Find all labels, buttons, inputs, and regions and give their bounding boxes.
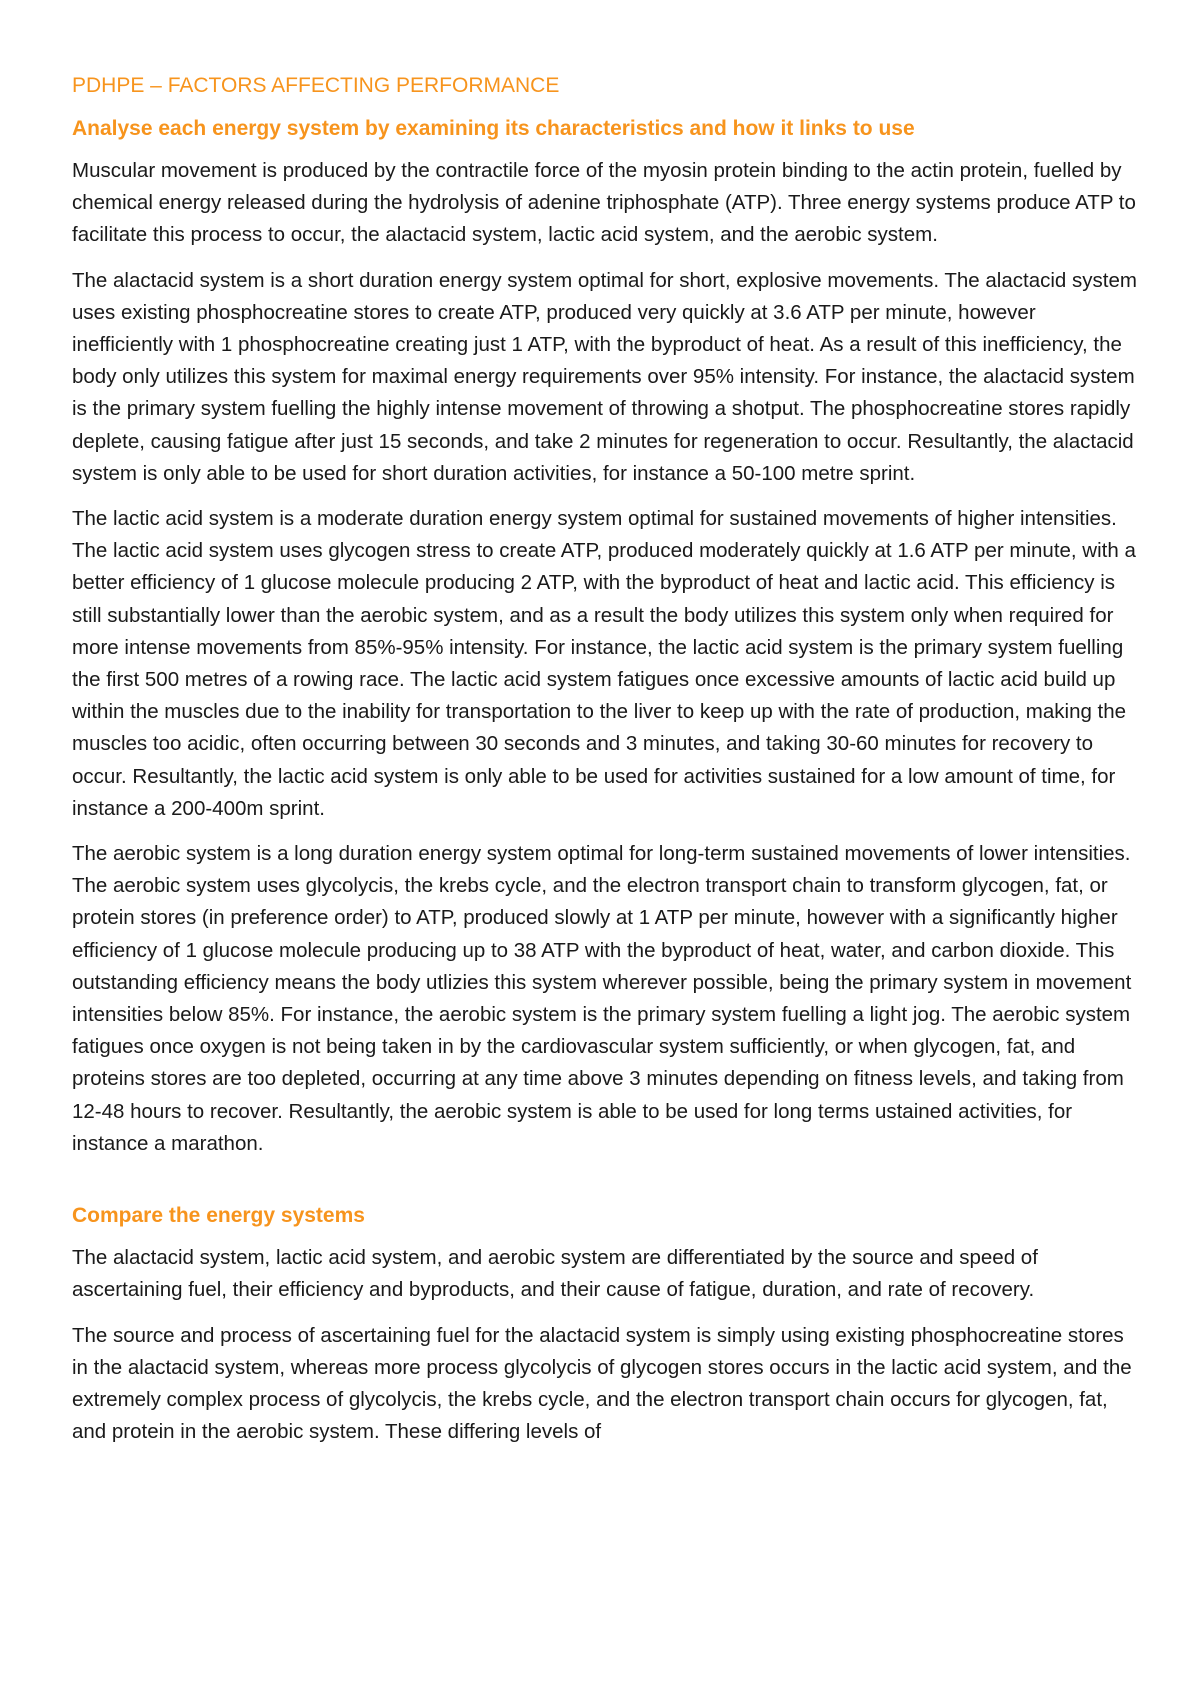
paragraph-intro: Muscular movement is produced by the contractile force of the myosin protein binding to the actin protein, fuelled by chemical energy released during the hydrolysis of adenine triphosphate (ATP). Three energy systems produce ATP to facilitate this process to occur, the alactacid system, lactic acid system, and the aerobic system.	[72, 159, 1136, 247]
paragraph-alactacid: The alactacid system is a short duration energy system optimal for short, explosive movements. The alactacid system uses existing phosphocreatine stores to create ATP, produced very quickly at 3.6 ATP per minute, however inefficiently with 1 phosphocreatine creating just 1 ATP, with the byproduct of heat. As a result of this inefficiency, the body only utilizes this system for maximal energy requirements over 95% intensity. For instance, the alactacid system is the primary system fuelling the highly intense movement of throwing a shotput. The phosphocreatine stores rapidly deplete, causing fatigue after just 15 seconds, and take 2 minutes for regeneration to occur. Resultantly, the alactacid system is only able to be used for short duration activities, for instance a 50-100 metre sprint.	[72, 268, 1137, 485]
paragraph-lactic-acid: The lactic acid system is a moderate duration energy system optimal for sustained movements of higher intensities. The lactic acid system uses glycogen stress to create ATP, produced moderately quickly at 1.6 ATP per minute, with a better efficiency of 1 glucose molecule producing 2 ATP, with the byproduct of heat and lactic acid. This efficiency is still substantially lower than the aerobic system, and as a result the body utilizes this system only when required for more intense movements from 85%-95% intensity. For instance, the lactic acid system is the primary system fuelling the first 500 metres of a rowing race. The lactic acid system fatigues once excessive amounts of lactic acid build up within the muscles due to the inability for transportation to the liver to keep up with the rate of production, making the muscles too acidic, often occurring between 30 seconds and 3 minutes, and taking 30-60 minutes for recovery to occur. Resultantly, the lactic acid system is only able to be used for activities sustained for a low amount of time, for instance a 200-400m sprint.	[72, 507, 1136, 820]
section-compare-energy-systems	[72, 1202, 1140, 1448]
document-page	[72, 72, 1140, 1461]
paragraph-aerobic: The aerobic system is a long duration energy system optimal for long-term sustained movements of lower intensities. The aerobic system uses glycolycis, the krebs cycle, and the electron transport chain to transform glycogen, fat, or protein stores (in preference order) to ATP, produced slowly at 1 ATP per minute, however with a significantly higher efficiency of 1 glucose molecule producing up to 38 ATP with the byproduct of heat, water, and carbon dioxide. This outstanding efficiency means the body utlizies this system wherever possible, being the primary system in movement intensities below 85%. For instance, the aerobic system is the primary system fuelling a light jog. The aerobic system fatigues once oxygen is not being taken in by the cardiovascular system sufficiently, or when glycogen, fat, and proteins stores are too depleted, occurring at any time above 3 minutes depending on fitness levels, and taking from 12-48 hours to recover. Resultantly, the aerobic system is able to be used for long terms ustained activities, for instance a marathon.	[72, 842, 1132, 1155]
section-analyse-energy-systems	[72, 115, 1140, 1160]
document-title: PDHPE – FACTORS AFFECTING PERFORMANCE	[72, 74, 560, 97]
section-heading-compare: Compare the energy systems	[72, 1204, 365, 1228]
paragraph-compare-intro: The alactacid system, lactic acid system, and aerobic system are differentiated by the source and speed of ascertaining fuel, their efficiency and byproducts, and their cause of fatigue, duration, and rate of recovery.	[72, 1246, 1038, 1302]
paragraph-compare-fuel: The source and process of ascertaining fuel for the alactacid system is simply using existing phosphocreatine stores in the alactacid system, whereas more process glycolycis of glycogen stores occurs in the lactic acid system, and the extremely complex process of glycolycis, the krebs cycle, and the electron transport chain occurs for glycogen, fat, and protein in the aerobic system. These differing levels of	[72, 1323, 1132, 1444]
section-heading-analyse: Analyse each energy system by examining its characteristics and how it links to use	[72, 117, 915, 140]
